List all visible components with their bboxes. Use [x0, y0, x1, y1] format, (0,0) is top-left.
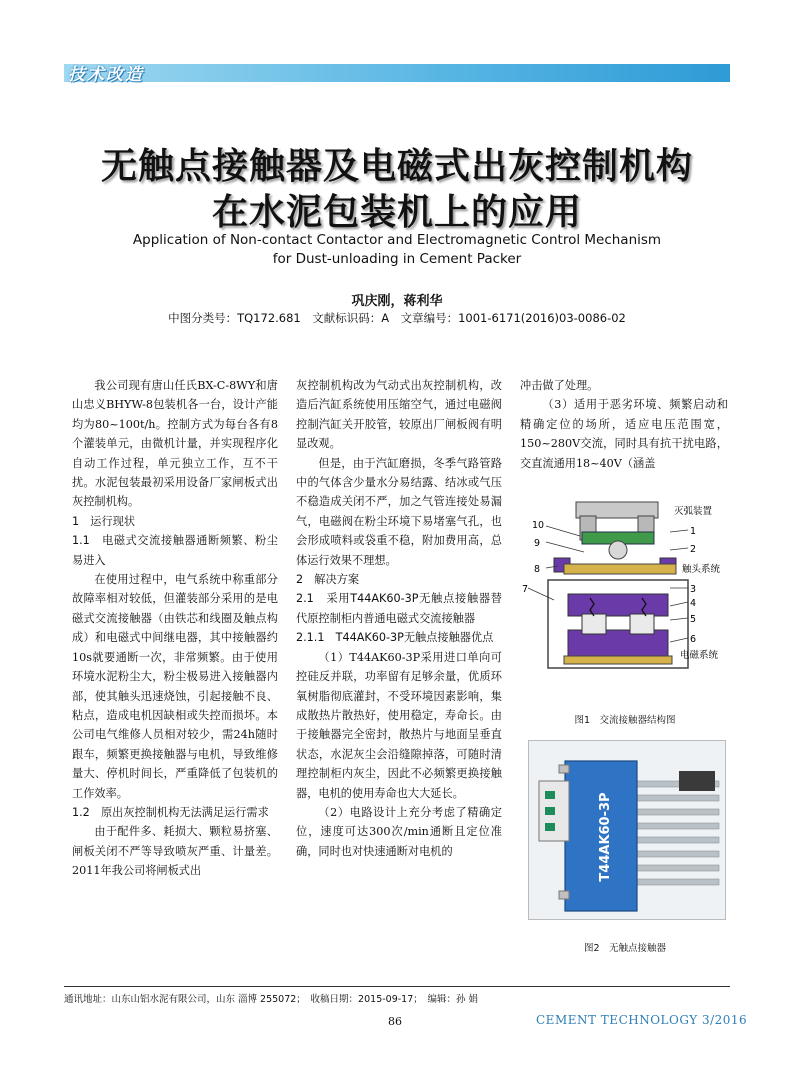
english-title-line-1: Application of Non-contact Contactor and Electromagnetic Control Mechanism: [132, 232, 662, 248]
callout-2: 2: [690, 544, 697, 555]
english-title-line-2: for Dust-unloading in Cement Packer: [272, 251, 522, 267]
paragraph: 冲击做了处理。: [520, 379, 599, 392]
contactor-diagram: [520, 492, 730, 682]
subsection-heading: 2.1 采用T44AK60-3P无触点接触器替代原控制柜内普通电磁式交流接触器: [296, 592, 502, 625]
title-line-1: 无触点接触器及电磁式出灰控制机构: [100, 146, 693, 187]
footer-address: 通讯地址：山东山铝水泥有限公司，山东 淄博 255072； 收稿日期：2015-09-17； 编辑：孙 娟: [64, 994, 479, 1005]
figure-2-caption: 图2 无触点接触器: [583, 943, 667, 954]
paragraph: 灰控制机构改为气动式出灰控制机构，改造后汽缸系统使用压缩空气，通过电磁阀控制汽缸关开胶管，较原出厂闸板阀有明显改观。: [296, 379, 502, 451]
paragraph: 由于配件多、耗损大、颗粒易挤塞、闸板关闭不严等导致喷灰严重、计量差。2011年我公司将闸板式出: [72, 825, 278, 878]
title-line-2: 在水泥包装机上的应用: [211, 192, 582, 233]
column-1: [72, 376, 278, 881]
classification-line: 中图分类号：TQ172.681 文献标识码：A 文章编号：1001-6171(2016)03-0086-02: [168, 311, 626, 325]
page-number: 86: [388, 1015, 402, 1028]
journal-name: CEMENT TECHNOLOGY 3/2016: [536, 1013, 748, 1027]
device-label: T44AK60-3P: [598, 792, 613, 882]
figure-1-caption: 图1 交流接触器结构图: [574, 715, 676, 726]
label-arc-device: 灭弧装置: [674, 506, 713, 517]
label-contact-system: 触头系统: [682, 564, 721, 575]
callout-8: 8: [534, 564, 541, 575]
callout-5: 5: [690, 614, 697, 625]
section-tag: 技术改造: [68, 65, 144, 85]
subsection-heading: 2.1.1 T44AK60-3P无触点接触器优点: [296, 631, 494, 645]
paragraph: 在使用过程中，电气系统中称重部分故障率相对较低，但灌装部分采用的是电磁式交流接触器（由铁芯和线圈及触点构成）和电磁式中间继电器，其中接触器约10s就要通断一次，非常频繁。由于使用环境水泥粉尘大，粉尘极易进入接触器内部，使其触头迅速烧蚀，引起接触不良、粘点，造成电机因缺相或失控而损坏。本公司电气维修人员相对较少，需24h随时跟车，频繁更换接触器与电机，导致维修量大、停机时间长，严重降低了包装机的工作效率。: [72, 573, 278, 800]
paragraph: （1）T44AK60-3P采用进口单向可控硅反并联，功率留有足够余量，优质环氧树脂彻底灌封，不受环境因素影响，集成散热片散热好，使用稳定，寿命长。由于接触器完全密封，散热片与地面呈垂直状态，水泥灰尘会沿缝隙掉落，可随时清理控制柜内灰尘，因此不必频繁更换接触器，电机的使用寿命也大大延长。: [296, 650, 502, 800]
callout-4: 4: [690, 598, 697, 609]
callout-10: 10: [532, 520, 545, 531]
paragraph: 但是，由于汽缸磨损，冬季气路管路中的气体含少量水分易结露、结冰或气压不稳造成关闭不严，加之气管连接处易漏气，电磁阀在粉尘环境下易堵塞气孔，也会形成喷料或袋重不稳，附加费用高，总体运行效果不理想。: [296, 456, 502, 567]
moving-core: [568, 594, 668, 616]
coil: [582, 614, 606, 634]
paragraph: （2）电路设计上充分考虑了精确定位，速度可达300次/min通断且定位准确，同时也对快速通断对电机的: [296, 805, 502, 858]
section-banner: [64, 64, 730, 82]
paragraph: （3）适用于恶劣环境、频繁启动和精确定位的场所，适应电压范围宽，150~280V交流，同时具有抗干扰电路，交直流通用18~40V（涵盖: [520, 398, 728, 470]
column-2: [296, 376, 502, 861]
subsection-heading: 1.2 原出灰控制机构无法满足运行需求: [72, 805, 269, 819]
column-3: [520, 376, 728, 473]
paragraph: 我公司现有唐山任氏BX-C-8WY和唐山忠义BHYW-8包装机各一台，设计产能均为80~100t/h。控制方式为每台各有8个灌装单元，由微机计量，并实现程序化自动工作过程，单元独立工作，互不干扰。水泥包装最初采用设备厂家闸板式出灰控制机构。: [72, 379, 278, 509]
footer-rule: [64, 986, 730, 987]
callout-9: 9: [534, 538, 541, 549]
authors: 巩庆刚，蒋利华: [351, 294, 443, 309]
callout-3: 3: [690, 584, 697, 595]
section-heading: 2 解决方案: [296, 573, 360, 587]
callout-7: 7: [522, 584, 529, 595]
callout-6: 6: [690, 634, 697, 645]
figure-1: [520, 492, 730, 682]
section-heading: 1 运行现状: [72, 514, 136, 528]
label-magnet-system: 电磁系统: [680, 650, 719, 661]
callout-1: 1: [690, 526, 697, 537]
subsection-heading: 1.1 电磁式交流接触器通断频繁、粉尘易进入: [72, 534, 278, 567]
figure-2: [528, 740, 726, 920]
solid-state-contactor-illustration: [529, 741, 725, 919]
